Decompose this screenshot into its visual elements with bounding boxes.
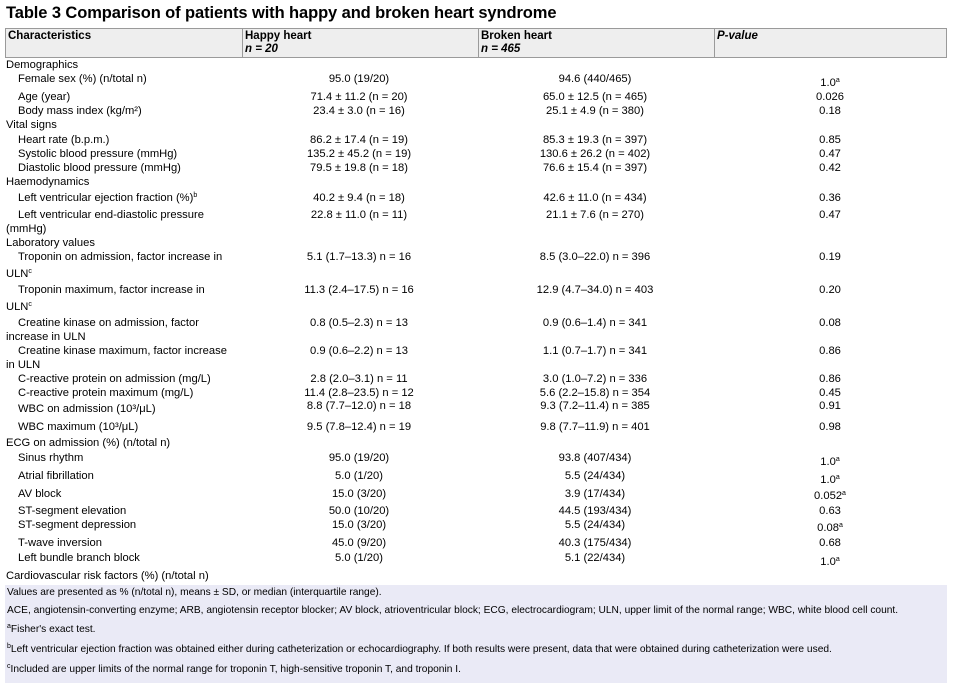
cell-pvalue: 0.68 — [819, 537, 841, 549]
cell-pvalue: 0.45 — [819, 387, 841, 399]
row-label: C-reactive protein on admission (mg/L) — [18, 373, 211, 385]
cell-broken: 9.3 (7.2–11.4) n = 385 — [540, 400, 650, 412]
cell-pvalue: 0.20 — [819, 284, 841, 296]
section-haemodynamics: Haemodynamics — [6, 176, 90, 188]
cell-happy: 9.5 (7.8–12.4) n = 19 — [306, 421, 412, 433]
cell-broken: 40.3 (175/434) — [558, 537, 632, 549]
header-broken-n: n = 465 — [481, 43, 521, 55]
footnote-c-text: Included are upper limits of the normal range for troponin T, high-sensitive troponin T, and troponin I. — [10, 664, 461, 675]
cell-broken: 130.6 ± 26.2 (n = 402) — [539, 148, 651, 160]
cell-broken: 21.1 ± 7.6 (n = 270) — [546, 209, 644, 221]
header-pvalue-label: P-value — [717, 30, 758, 42]
pvalue-text: 0.08 — [817, 522, 839, 534]
cell-pvalue — [713, 556, 947, 569]
footnote-c-mark: c — [7, 663, 11, 670]
cell-pvalue — [713, 490, 947, 503]
table-header — [5, 28, 947, 58]
cell-pvalue: 0.47 — [819, 148, 841, 160]
row-label: Systolic blood pressure (mmHg) — [18, 148, 178, 160]
cell-happy: 11.4 (2.8–23.5) n = 12 — [304, 387, 414, 399]
row-label-continued: (mmHg) — [6, 223, 47, 235]
row-label: WBC on admission (10³/μL) — [18, 403, 156, 415]
row-label: Diastolic blood pressure (mmHg) — [18, 162, 181, 174]
footnote-abbreviations: ACE, angiotensin-converting enzyme; ARB, angiotensin receptor blocker; AV block, atrioventricular block; ECG, electrocardiogram; ULN, upper limit of the normal range; WBC, white blood cell count. — [7, 605, 899, 616]
row-label-continued: increase in ULN — [6, 331, 86, 343]
cell-broken: 44.5 (193/434) — [558, 505, 632, 517]
footnote-a-text: Fisher's exact test. — [10, 624, 96, 635]
pvalue-text: 1.0 — [820, 456, 836, 468]
cell-broken: 9.8 (7.7–11.9) n = 401 — [540, 421, 650, 433]
cell-happy: 8.8 (7.7–12.0) n = 18 — [306, 400, 412, 412]
row-label: Body mass index (kg/m²) — [18, 105, 142, 117]
cell-broken: 0.9 (0.6–1.4) n = 341 — [542, 317, 648, 329]
cell-pvalue: 0.85 — [819, 134, 841, 146]
cell-happy: 71.4 ± 11.2 (n = 20) — [310, 91, 408, 103]
cell-happy: 22.8 ± 11.0 (n = 11) — [310, 209, 408, 221]
row-label: AV block — [18, 488, 62, 500]
cell-pvalue: 0.91 — [819, 400, 841, 412]
cell-happy: 5.0 (1/20) — [335, 552, 383, 564]
pvalue-text: 0.052 — [814, 490, 843, 502]
pvalue-footnote-mark: a — [835, 474, 840, 481]
section-cardiovascular-risk: Cardiovascular risk factors (%) (n/total n) — [6, 570, 209, 582]
footnote-b — [7, 644, 832, 655]
cell-pvalue: 0.47 — [819, 209, 841, 221]
cell-happy: 95.0 (19/20) — [328, 452, 390, 464]
cell-pvalue — [713, 456, 947, 469]
header-happy-heart — [242, 29, 478, 57]
footnote-a — [7, 624, 96, 635]
section-laboratory-values: Laboratory values — [6, 237, 95, 249]
footnote-values: Values are presented as % (n/total n), means ± SD, or median (interquartile range). — [7, 587, 382, 598]
section-ecg: ECG on admission (%) (n/total n) — [6, 437, 171, 449]
row-label: T-wave inversion — [18, 537, 102, 549]
cell-happy: 40.2 ± 9.4 (n = 18) — [313, 192, 405, 204]
row-label: WBC maximum (10³/μL) — [18, 421, 139, 433]
cell-broken: 12.9 (4.7–34.0) n = 403 — [536, 284, 654, 296]
cell-pvalue: 0.19 — [819, 251, 841, 263]
cell-broken: 93.8 (407/434) — [558, 452, 632, 464]
cell-pvalue: 0.026 — [816, 91, 844, 103]
cell-broken: 94.6 (440/465) — [558, 73, 632, 85]
row-label: Age (year) — [18, 91, 71, 103]
footnote-b-text: Left ventricular ejection fraction was obtained either during catheterization or echocardiography. If both results were present, data that were obtained during catheterization were used. — [10, 644, 832, 655]
header-pvalue — [714, 29, 946, 57]
cell-broken: 8.5 (3.0–22.0) n = 396 — [539, 251, 651, 263]
row-label: Left ventricular end-diastolic pressure — [18, 209, 204, 221]
cell-broken: 5.1 (22/434) — [564, 552, 626, 564]
row-label-text: ULN — [6, 301, 29, 313]
cell-happy: 5.0 (1/20) — [335, 470, 383, 482]
table-footnotes — [5, 585, 947, 683]
cell-broken: 5.5 (24/434) — [564, 470, 626, 482]
row-label: ST-segment elevation — [18, 505, 127, 517]
cell-pvalue: 0.42 — [819, 162, 841, 174]
cell-pvalue — [713, 474, 947, 487]
pvalue-text: 1.0 — [820, 77, 836, 89]
pvalue-footnote-mark: a — [838, 522, 843, 529]
label-footnote-mark: c — [28, 268, 32, 275]
row-label: C-reactive protein maximum (mg/L) — [18, 387, 194, 399]
row-label: Female sex (%) (n/total n) — [18, 73, 147, 85]
label-footnote-mark: b — [193, 192, 198, 199]
row-label: Atrial fibrillation — [18, 470, 94, 482]
cell-happy: 11.3 (2.4–17.5) n = 16 — [304, 284, 414, 296]
header-characteristics — [6, 29, 242, 57]
cell-pvalue: 0.18 — [819, 105, 841, 117]
row-label: ST-segment depression — [18, 519, 137, 531]
row-label: Troponin on admission, factor increase in — [18, 251, 223, 263]
row-label-continued: in ULN — [6, 359, 41, 371]
row-label: Heart rate (b.p.m.) — [18, 134, 110, 146]
header-happy-n: n = 20 — [245, 43, 278, 55]
cell-pvalue: 0.08 — [819, 317, 841, 329]
cell-happy: 79.5 ± 19.8 (n = 18) — [310, 162, 408, 174]
cell-happy: 86.2 ± 17.4 (n = 19) — [310, 134, 408, 146]
cell-broken: 3.0 (1.0–7.2) n = 336 — [542, 373, 648, 385]
pvalue-text: 1.0 — [820, 556, 836, 568]
table-title: Table 3 Comparison of patients with happy and broken heart syndrome — [6, 4, 557, 22]
header-characteristics-label: Characteristics — [8, 30, 92, 42]
row-label: Creatine kinase on admission, factor — [18, 317, 199, 329]
pvalue-footnote-mark: a — [835, 456, 840, 463]
cell-broken: 3.9 (17/434) — [564, 488, 626, 500]
cell-broken: 25.1 ± 4.9 (n = 380) — [546, 105, 644, 117]
pvalue-footnote-mark: a — [835, 556, 840, 563]
row-label: Left bundle branch block — [18, 552, 140, 564]
cell-pvalue: 0.86 — [819, 373, 841, 385]
row-label-continued — [6, 301, 32, 314]
cell-broken: 76.6 ± 15.4 (n = 397) — [542, 162, 648, 174]
cell-pvalue — [713, 77, 947, 90]
pvalue-text: 1.0 — [820, 474, 836, 486]
cell-pvalue: 0.98 — [819, 421, 841, 433]
cell-happy: 45.0 (9/20) — [331, 537, 387, 549]
row-label: Sinus rhythm — [18, 452, 84, 464]
pvalue-footnote-mark: a — [842, 490, 846, 497]
footnote-c — [7, 664, 461, 675]
header-broken-heart — [478, 29, 714, 57]
row-label: Troponin maximum, factor increase in — [18, 284, 205, 296]
row-label-text: ULN — [6, 268, 29, 280]
row-label-continued — [6, 268, 32, 281]
cell-happy: 23.4 ± 3.0 (n = 16) — [313, 105, 405, 117]
header-happy-label: Happy heart — [245, 30, 312, 42]
cell-happy: 5.1 (1.7–13.3) n = 16 — [306, 251, 412, 263]
cell-happy: 15.0 (3/20) — [331, 519, 387, 531]
cell-pvalue: 0.36 — [819, 192, 841, 204]
cell-pvalue: 0.86 — [819, 345, 841, 357]
footnote-a-mark: a — [7, 623, 11, 630]
footnote-b-mark: b — [7, 643, 11, 650]
cell-happy: 50.0 (10/20) — [328, 505, 390, 517]
cell-pvalue: 0.63 — [819, 505, 841, 517]
row-label: Creatine kinase maximum, factor increase — [18, 345, 227, 357]
cell-happy: 0.8 (0.5–2.3) n = 13 — [310, 317, 408, 329]
cell-happy: 0.9 (0.6–2.2) n = 13 — [310, 345, 408, 357]
section-vital-signs: Vital signs — [6, 119, 57, 131]
cell-broken: 1.1 (0.7–1.7) n = 341 — [542, 345, 648, 357]
cell-happy: 95.0 (19/20) — [328, 73, 390, 85]
pvalue-footnote-mark: a — [835, 77, 840, 84]
cell-pvalue — [713, 522, 947, 535]
cell-happy: 15.0 (3/20) — [331, 488, 387, 500]
label-footnote-mark: c — [28, 301, 32, 308]
cell-broken: 85.3 ± 19.3 (n = 397) — [542, 134, 648, 146]
row-label — [6, 192, 197, 205]
section-demographics: Demographics — [6, 59, 79, 71]
cell-broken: 42.6 ± 11.0 (n = 434) — [543, 192, 647, 204]
cell-broken: 5.5 (24/434) — [564, 519, 626, 531]
cell-happy: 135.2 ± 45.2 (n = 19) — [306, 148, 412, 160]
cell-happy: 2.8 (2.0–3.1) n = 11 — [310, 373, 408, 385]
cell-broken: 5.6 (2.2–15.8) n = 354 — [539, 387, 651, 399]
header-broken-label: Broken heart — [481, 30, 552, 42]
row-label-text: Left ventricular ejection fraction (%) — [18, 192, 194, 204]
cell-broken: 65.0 ± 12.5 (n = 465) — [542, 91, 648, 103]
